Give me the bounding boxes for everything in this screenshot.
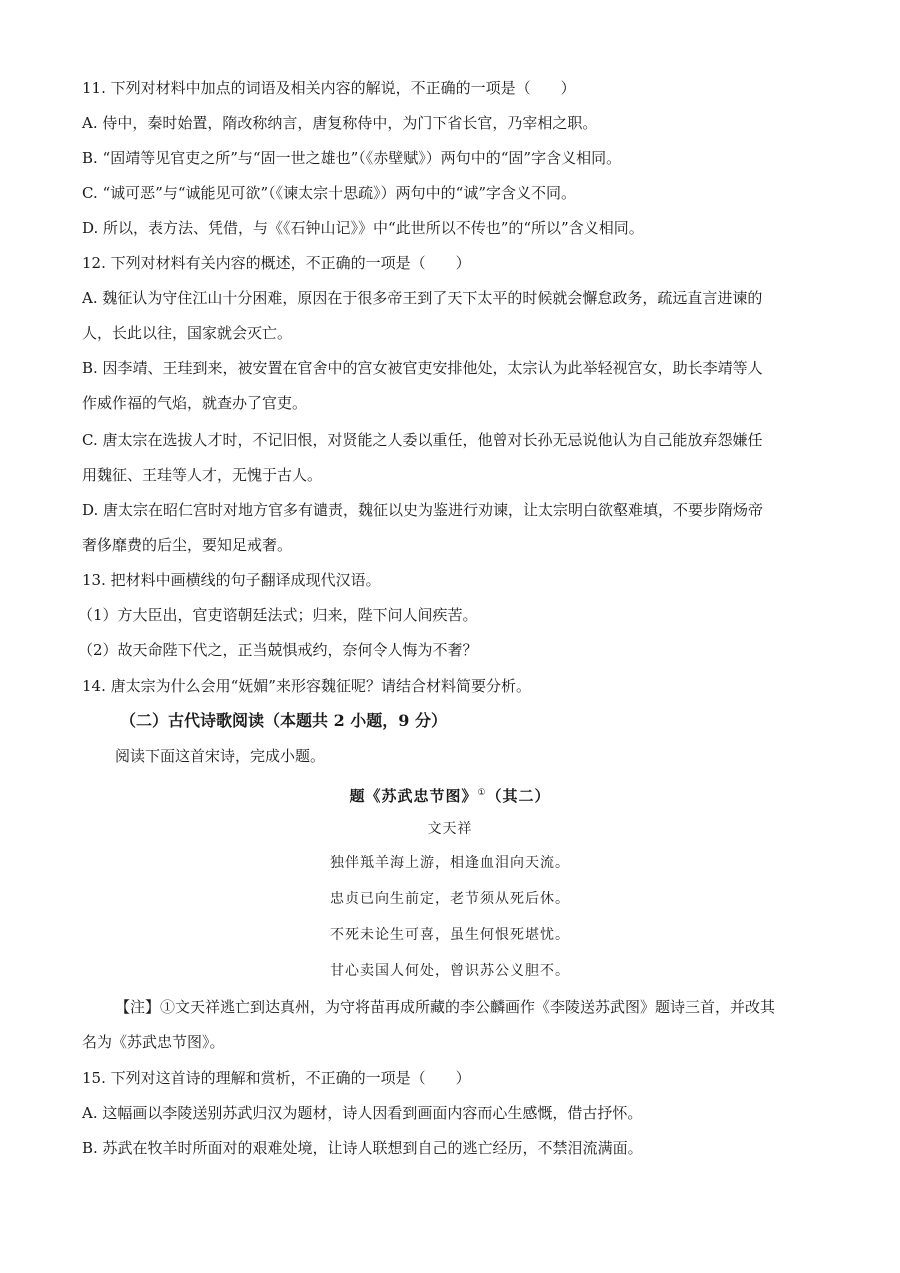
poem-line: 甘心卖国人何处，曾识苏公义胆不。: [330, 963, 570, 979]
q13-stem: 13. 把材料中画横线的句子翻译成现代汉语。: [82, 571, 381, 589]
poem-author: 文天祥: [427, 821, 473, 837]
q12-option-b-line2: 作威作福的气焰，就查办了官吏。: [82, 394, 308, 412]
q13-sentence-1: （1）方大臣出，官吏谘朝廷法式；归来，陛下问人间疾苦。: [78, 606, 478, 624]
section-intro: 阅读下面这首宋诗，完成小题。: [115, 747, 326, 765]
q11-stem: 11. 下列对材料中加点的词语及相关内容的解说，不正确的一项是（ ）: [82, 79, 576, 97]
poem-line: 独伴羝羊海上游，相逢血泪向天流。: [330, 855, 570, 871]
q12-option-c-line2: 用魏征、王珪等人才，无愧于古人。: [82, 466, 323, 484]
q11-option-a: A. 侍中，秦时始置，隋改称纳言，唐复称侍中，为门下省长官，乃宰相之职。: [82, 114, 598, 132]
poem-title: [0, 783, 900, 806]
q12-stem: 12. 下列对材料有关内容的概述，不正确的一项是（ ）: [82, 254, 471, 272]
q12-option-d-line2: 奢侈靡费的后尘，要知足戒奢。: [82, 536, 293, 554]
poem-line: 忠贞已向生前定，老节须从死后休。: [330, 891, 570, 907]
q15-option-a: A. 这幅画以李陵送别苏武归汉为题材，诗人因看到画面内容而心生感慨，借古抒怀。: [82, 1104, 643, 1122]
q12-option-c-line1: C. 唐太宗在选拔人才时，不记旧恨，对贤能之人委以重任，他曾对长孙无忌说他认为自己能放弃怨嫌任: [82, 431, 763, 449]
q12-option-a-line2: 人，长此以往，国家就会灭亡。: [82, 324, 293, 342]
q15-option-b: B. 苏武在牧羊时所面对的艰难处境，让诗人联想到自己的逃亡经历，不禁泪流满面。: [82, 1139, 643, 1157]
q13-sentence-2: （2）故天命陛下代之，正当兢惧戒约，奈何令人悔为不奢？: [78, 641, 478, 659]
poem-note-line2: 名为《苏武忠节图》。: [82, 1033, 225, 1051]
q12-option-d-line1: D. 唐太宗在昭仁宫时对地方官多有谴责，魏征以史为鉴进行劝谏，让太宗明白欲壑难填，不要步隋炀帝: [82, 501, 764, 519]
poem-title-suffix: （其二）: [486, 787, 551, 805]
q14-stem: 14. 唐太宗为什么会用“妩媚”来形容魏征呢？请结合材料简要分析。: [82, 677, 531, 695]
poem-line: 不死未论生可喜，虽生何恨死堪忧。: [330, 927, 570, 943]
poem-note-mark: ①: [477, 788, 487, 798]
q11-option-c: C. “诚可恶”与“诚能见可欲”（《谏太宗十思疏》）两句中的“诚”字含义不同。: [82, 184, 576, 202]
q15-stem: 15. 下列对这首诗的理解和赏析，不正确的一项是（ ）: [82, 1069, 471, 1087]
q12-option-b-line1: B. 因李靖、王珪到来，被安置在官舍中的宫女被官吏安排他处，太宗认为此举轻视宫女，助长李靖等人: [82, 359, 763, 377]
poem-title-text: 题《苏武忠节图》: [349, 787, 478, 805]
section-heading: （二）古代诗歌阅读（本题共 2 小题，9 分）: [120, 711, 447, 730]
poem-note-line1: 【注】①文天祥逃亡到达真州，为守将苗再成所藏的李公麟画作《李陵送苏武图》题诗三首，并改其: [115, 998, 776, 1016]
q12-option-a-line1: A. 魏征认为守住江山十分困难，原因在于很多帝王到了天下太平的时候就会懈怠政务，疏远直言进谏的: [82, 289, 763, 307]
q11-option-d: D. 所以，表方法、凭借，与《《石钟山记》》中“此世所以不传也”的“所以”含义相同。: [82, 219, 644, 237]
q11-option-b: B. “固靖等见官吏之所”与“固一世之雄也”（《赤壁赋》）两句中的“固”字含义相同。: [82, 149, 622, 167]
